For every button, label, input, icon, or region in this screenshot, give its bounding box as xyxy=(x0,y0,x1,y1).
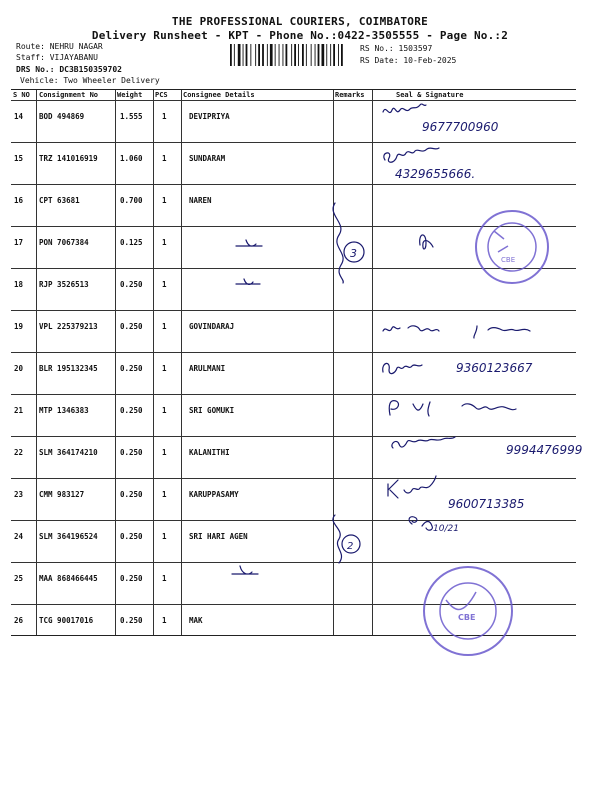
cell-pcs: 1 xyxy=(162,364,167,373)
cell-consignment-no: CMM 983127 xyxy=(39,490,85,499)
company-title: THE PROFESSIONAL COURIERS, COIMBATORE xyxy=(171,15,429,28)
cell-sno: 23 xyxy=(14,490,24,499)
cell-pcs: 1 xyxy=(162,490,167,499)
stamp-center-text: CBE xyxy=(501,256,516,264)
cell-sno: 19 xyxy=(14,322,24,331)
staff-value: VIJAYABANU xyxy=(49,53,98,62)
cell-sno: 25 xyxy=(14,574,24,583)
cell-consignee: GOVINDARAJ xyxy=(189,322,235,331)
signature-scribble xyxy=(388,476,436,498)
drs-line: DRS No.: DC3B150359702 xyxy=(16,65,122,74)
col-header-weight: Weight xyxy=(117,91,143,99)
cell-weight: 0.250 xyxy=(120,490,143,499)
cell-weight: 0.250 xyxy=(120,322,143,331)
cell-consignee: SRI GOMUKI xyxy=(189,406,235,415)
bracket-mark xyxy=(333,515,342,563)
runsheet-subtitle: Delivery Runsheet - KPT - Phone No.:0422-3505555 - Page No.:2 xyxy=(91,29,509,42)
cell-consignee: KALANITHI xyxy=(189,448,230,457)
company-seal-stamp xyxy=(476,211,548,283)
handwritten-phone: 9360123667 xyxy=(456,361,533,375)
cell-pcs: 1 xyxy=(162,322,167,331)
cell-weight: 0.250 xyxy=(120,280,143,289)
vehicle-line: Vehicle: Two Wheeler Delivery xyxy=(20,76,160,85)
handwritten-phone: 9677700960 xyxy=(422,120,499,134)
cell-weight: 0.250 xyxy=(120,448,143,457)
delivery-tick xyxy=(232,566,258,574)
cell-pcs: 1 xyxy=(162,574,167,583)
col-header-signature: Seal & Signature xyxy=(396,91,464,99)
staff-line: Staff: VIJAYABANU xyxy=(16,53,98,62)
cell-consignment-no: CPT 63681 xyxy=(39,196,80,205)
col-header-consignee: Consignee Details xyxy=(183,91,255,99)
handwritten-date: 10/21 xyxy=(433,524,459,534)
cell-sno: 18 xyxy=(14,280,24,289)
cell-sno: 21 xyxy=(14,406,24,415)
vehicle-value: Two Wheeler Delivery xyxy=(63,76,160,85)
cell-pcs: 1 xyxy=(162,280,167,289)
rs-number-value: 1503597 xyxy=(398,44,433,53)
drs-value: DC3B150359702 xyxy=(59,65,122,74)
circled-number: 3 xyxy=(350,247,357,260)
cell-consignee: ARULMANI xyxy=(189,364,226,373)
cell-weight: 0.250 xyxy=(120,574,143,583)
cell-consignee: SUNDARAM xyxy=(189,154,226,163)
signature-scribble xyxy=(383,104,426,113)
col-header-remarks: Remarks xyxy=(335,91,365,99)
col-header-sno: S NO xyxy=(13,91,30,99)
handwritten-phone: 4329655666. xyxy=(395,167,476,181)
cell-consignment-no: TRZ 141016919 xyxy=(39,154,98,163)
cell-weight: 0.125 xyxy=(120,238,143,247)
cell-consignee: DEVIPRIYA xyxy=(189,112,230,121)
cell-consignment-no: MTP 1346383 xyxy=(39,406,89,415)
cell-consignment-no: BLR 195132345 xyxy=(39,364,98,373)
cell-consignee: KARUPPASAMY xyxy=(189,490,239,499)
cell-consignment-no: PON 7067384 xyxy=(39,238,89,247)
cell-weight: 1.555 xyxy=(120,112,143,121)
cell-pcs: 1 xyxy=(162,406,167,415)
signature-scribble xyxy=(389,401,516,416)
cell-sno: 16 xyxy=(14,196,24,205)
rs-date-value: 10-Feb-2025 xyxy=(403,56,457,65)
cell-sno: 20 xyxy=(14,364,24,373)
rs-number-line: RS No.: 1503597 xyxy=(360,44,433,53)
cell-pcs: 1 xyxy=(162,154,167,163)
rs-date-line: RS Date: 10-Feb-2025 xyxy=(360,56,457,65)
cell-consignee: MAK xyxy=(189,616,203,625)
cell-sno: 17 xyxy=(14,238,24,247)
cell-pcs: 1 xyxy=(162,112,167,121)
cell-consignee: SRI HARI AGEN xyxy=(189,532,248,541)
cell-sno: 15 xyxy=(14,154,24,163)
signature-scribble xyxy=(409,517,432,530)
cell-weight: 0.250 xyxy=(120,364,143,373)
cell-pcs: 1 xyxy=(162,532,167,541)
cell-pcs: 1 xyxy=(162,196,167,205)
stamp-center-text: CBE xyxy=(458,613,476,622)
cell-sno: 22 xyxy=(14,448,24,457)
delivery-tick xyxy=(236,279,260,284)
cell-consignment-no: SLM 364196524 xyxy=(39,532,98,541)
cell-consignment-no: MAA 868466445 xyxy=(39,574,98,583)
cell-weight: 1.060 xyxy=(120,154,143,163)
company-seal-stamp xyxy=(424,567,512,655)
cell-consignment-no: SLM 364174210 xyxy=(39,448,98,457)
cell-pcs: 1 xyxy=(162,616,167,625)
bracket-mark xyxy=(333,203,343,283)
handwritten-phone: 9600713385 xyxy=(448,497,525,511)
cell-consignment-no: RJP 3526513 xyxy=(39,280,89,289)
signature-scribble xyxy=(420,235,433,249)
cell-sno: 14 xyxy=(14,112,24,121)
cell-weight: 0.250 xyxy=(120,406,143,415)
cell-consignment-no: VPL 225379213 xyxy=(39,322,98,331)
cell-sno: 24 xyxy=(14,532,24,541)
cell-pcs: 1 xyxy=(162,238,167,247)
cell-sno: 26 xyxy=(14,616,24,625)
cell-weight: 0.250 xyxy=(120,532,143,541)
cell-consignee: NAREN xyxy=(189,196,212,205)
signature-scribble xyxy=(384,148,439,162)
cell-consignment-no: BOD 494869 xyxy=(39,112,85,121)
cell-weight: 0.250 xyxy=(120,616,143,625)
cell-weight: 0.700 xyxy=(120,196,143,205)
route-value: NEHRU NAGAR xyxy=(49,42,103,51)
col-header-pcs: PCS xyxy=(155,91,168,99)
cell-consignment-no: TCG 90017016 xyxy=(39,616,94,625)
cell-pcs: 1 xyxy=(162,448,167,457)
route-line: Route: NEHRU NAGAR xyxy=(16,42,103,51)
signature-scribble xyxy=(392,437,455,448)
signature-scribble xyxy=(383,326,530,338)
delivery-tick xyxy=(236,240,262,246)
circled-number: 2 xyxy=(347,541,354,552)
signature-scribble xyxy=(383,363,422,373)
col-header-consignment: Consignment No xyxy=(39,91,99,99)
handwritten-phone: 9994476999 xyxy=(506,443,583,457)
